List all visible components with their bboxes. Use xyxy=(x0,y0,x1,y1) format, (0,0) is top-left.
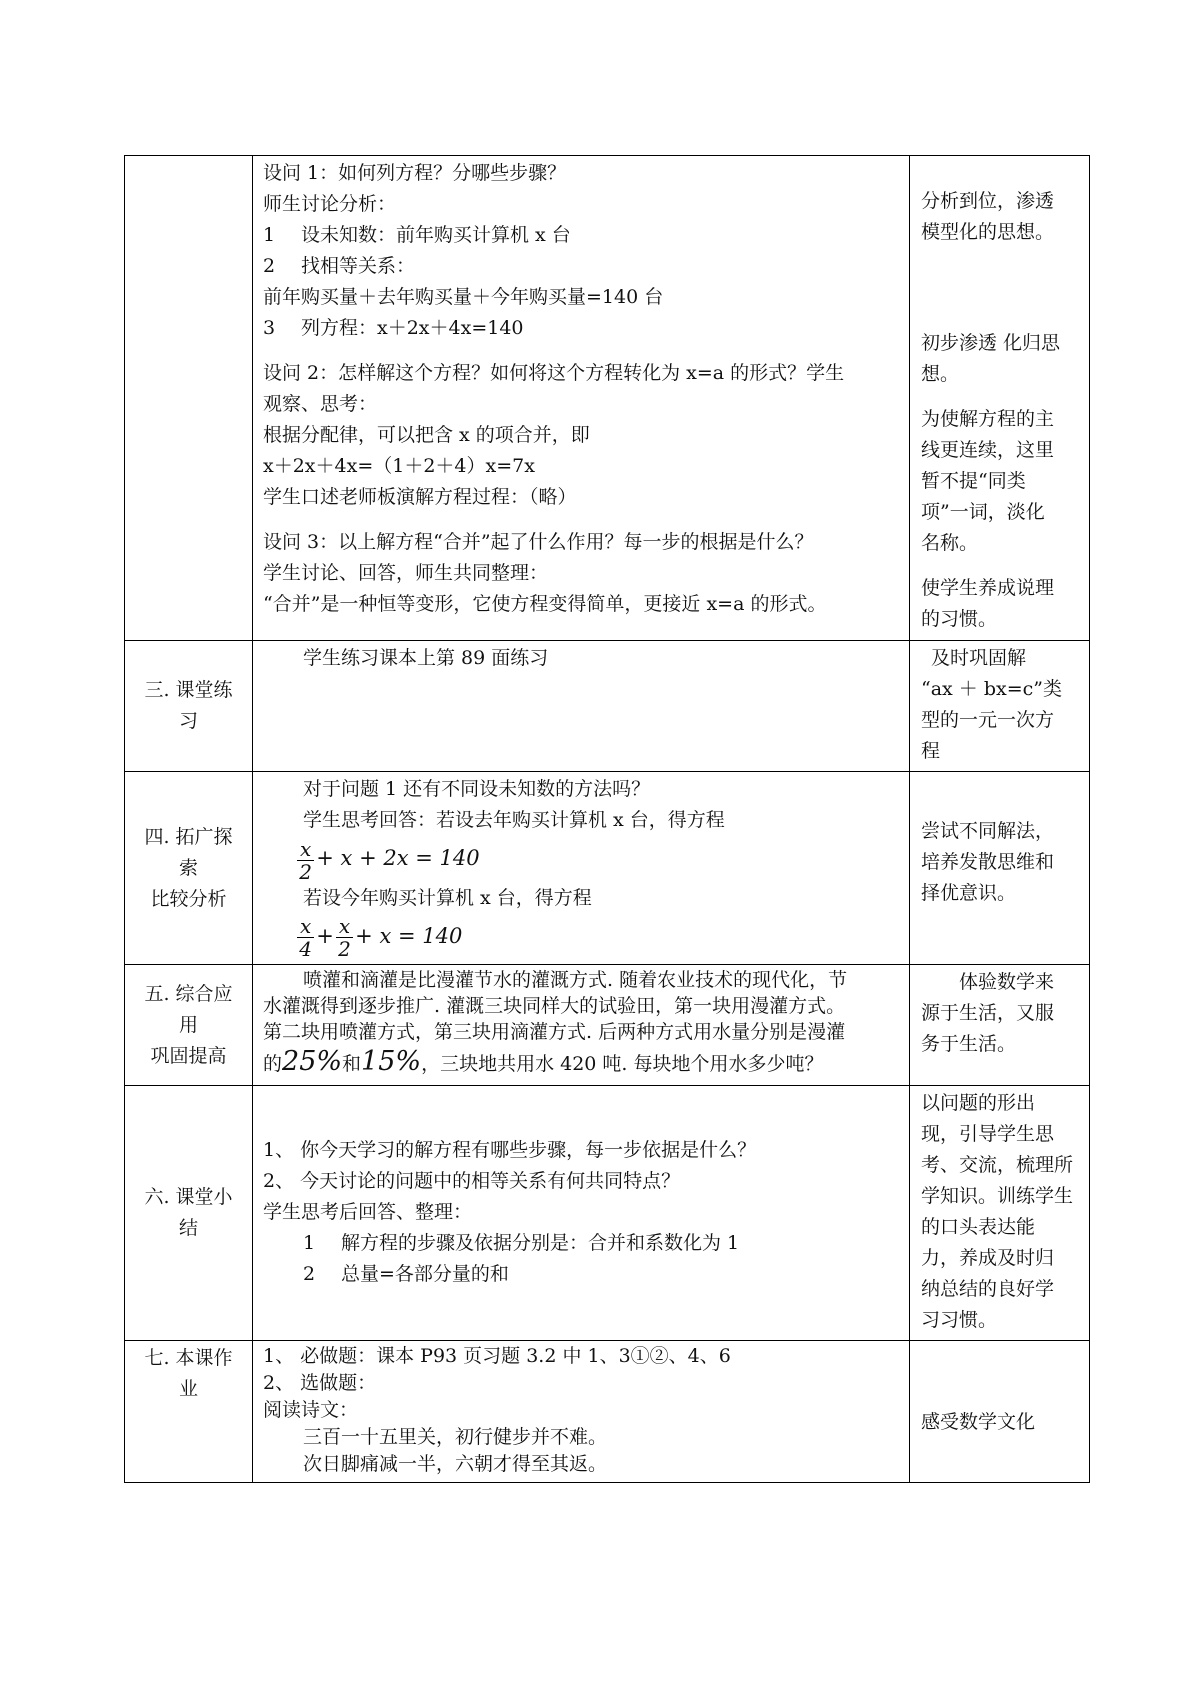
note-line: 模型化的思想。 xyxy=(921,221,1055,243)
note-line: 考、交流，梳理所 xyxy=(921,1154,1074,1176)
equation-rest: + x + 2x = 140 xyxy=(316,846,480,870)
note-line: 的口头表达能 xyxy=(921,1216,1036,1238)
note-line: 为使解方程的主 xyxy=(921,408,1055,430)
text-line: 设问 1：如何列方程？分哪些步骤？ xyxy=(263,162,567,184)
text-line: 学生练习课本上第 89 面练习 xyxy=(303,647,549,669)
note-line: 使学生养成说理 xyxy=(921,577,1055,599)
note-line: 分析到位，渗透 xyxy=(921,190,1055,212)
text-line xyxy=(263,1045,903,1081)
fraction xyxy=(336,915,353,960)
step-number: 3 xyxy=(263,317,276,339)
note-cell xyxy=(910,1341,1090,1483)
table-row xyxy=(125,641,1090,772)
blank-line xyxy=(921,248,1081,328)
note-cell xyxy=(910,965,1090,1086)
step-text: 列方程：x＋2x＋4x=140 xyxy=(301,317,524,339)
lesson-plan-table xyxy=(124,155,1090,1483)
table-row xyxy=(125,965,1090,1086)
text-line: 前年购买量＋去年购买量＋今年购买量=140 台 xyxy=(263,286,664,308)
numerator: x xyxy=(297,838,314,861)
note-line: 的习惯。 xyxy=(921,608,998,630)
table-row xyxy=(125,1086,1090,1341)
note-line: 务于生活。 xyxy=(921,1033,1017,1055)
section-cell xyxy=(125,965,253,1086)
text-line: 学生口述老师板演解方程过程：（略） xyxy=(263,486,577,508)
numerator: x xyxy=(336,915,353,938)
text-line: 1、 你今天学习的解方程有哪些步骤，每一步依据是什么？ xyxy=(263,1138,757,1161)
text-line xyxy=(263,1228,903,1259)
note-line: 培养发散思维和 xyxy=(921,851,1055,873)
section-title: 结 xyxy=(178,1217,198,1239)
text-line: 1、 必做题：课本 P93 页习题 3.2 中 1、3①②、4、6 xyxy=(263,1345,731,1367)
percent-value: 15% xyxy=(361,1046,422,1077)
equation-rest: + x = 140 xyxy=(355,923,463,948)
text-line: 根据分配律，可以把含 x 的项合并，即 xyxy=(263,424,590,446)
text-line: 学生思考后回答、整理： xyxy=(263,1200,473,1223)
equation-2: $\frac{x}{4}$ + $\frac{x}{2}$ + x = 140 xyxy=(263,914,903,961)
note-cell xyxy=(910,772,1090,965)
text-line: 对于问题 1 还有不同设未知数的方法吗？ xyxy=(303,778,651,800)
text-line: 水灌溉得到逐步推广. 灌溉三块同样大的试验田，第一块用漫灌方式。 xyxy=(263,995,846,1017)
note-line: 择优意识。 xyxy=(921,882,1017,904)
denominator: 4 xyxy=(299,937,312,961)
step-text: 找相等关系： xyxy=(301,255,416,277)
denominator: 2 xyxy=(338,937,351,961)
fraction xyxy=(297,915,314,960)
section-title: 索 xyxy=(178,856,198,879)
blank-line xyxy=(263,513,903,527)
text-line: 师生讨论分析： xyxy=(263,193,397,215)
note-line: 感受数学文化 xyxy=(921,1411,1036,1433)
blank-line xyxy=(263,344,903,358)
note-line: 学知识。训练学生 xyxy=(921,1185,1074,1207)
note-line: 项”一词，淡化 xyxy=(921,501,1045,523)
poem-line: 次日脚痛减一半，六朝才得至其返。 xyxy=(303,1453,608,1475)
note-line: 现，引导学生思 xyxy=(921,1123,1055,1145)
note-line: 程 xyxy=(921,740,941,762)
content-cell xyxy=(253,772,910,965)
note-line: 尝试不同解法， xyxy=(921,820,1055,842)
section-title: 六. 课堂小 xyxy=(144,1186,233,1208)
table-row xyxy=(125,156,1090,641)
fraction xyxy=(297,838,314,883)
note-line: 体验数学来 xyxy=(959,971,1055,993)
equation-1 xyxy=(263,836,903,883)
note-line: 以问题的形出 xyxy=(921,1092,1036,1114)
section-title: 四. 拓广探 xyxy=(144,825,233,848)
note-line: 想。 xyxy=(921,363,960,385)
note-line: 习习惯。 xyxy=(921,1309,998,1331)
text-line xyxy=(263,220,903,251)
text-fragment: 和 xyxy=(342,1053,362,1075)
section-cell xyxy=(125,772,253,965)
section-title: 业 xyxy=(178,1378,198,1400)
section-title: 习 xyxy=(178,710,198,732)
table-row xyxy=(125,1341,1090,1483)
text-line: 学生讨论、回答，师生共同整理： xyxy=(263,562,549,584)
text-line: 若设今年购买计算机 x 台，得方程 xyxy=(303,886,592,909)
blank-line xyxy=(921,158,1081,186)
step-number: 1 xyxy=(263,224,276,246)
text-line: “合并”是一种恒等变形，它使方程变得简单，更接近 x=a 的形式。 xyxy=(263,593,827,615)
note-line: “ax ＋ bx=c”类 xyxy=(921,678,1062,700)
note-cell xyxy=(910,156,1090,641)
content-cell xyxy=(253,156,910,641)
numerator: x xyxy=(297,915,314,938)
text-line: 2、 今天讨论的问题中的相等关系有何共同特点？ xyxy=(263,1169,681,1192)
text-line: 设问 2：怎样解这个方程？如何将这个方程转化为 x=a 的形式？学生 xyxy=(263,362,845,384)
content-cell xyxy=(253,965,910,1086)
note-line: 名称。 xyxy=(921,532,979,554)
text-fragment: 的 xyxy=(263,1053,283,1075)
content-cell xyxy=(253,1341,910,1483)
section-cell-empty xyxy=(125,156,253,641)
section-title: 七. 本课作 xyxy=(144,1347,233,1369)
note-line: 源于生活，又服 xyxy=(921,1002,1055,1024)
text-line: 第二块用喷灌方式，第三块用滴灌方式. 后两种方式用水量分别是漫灌 xyxy=(263,1021,846,1043)
step-number: 2 xyxy=(303,1262,316,1285)
note-cell xyxy=(910,1086,1090,1341)
section-title: 五. 综合应 xyxy=(144,982,233,1005)
text-line: x＋2x＋4x=（1＋2＋4）x=7x xyxy=(263,455,535,477)
content-cell xyxy=(253,1086,910,1341)
note-line: 力，养成及时归 xyxy=(921,1247,1055,1269)
blank-line xyxy=(921,559,1081,573)
section-cell xyxy=(125,1341,253,1483)
text-line xyxy=(263,251,903,282)
blank-line xyxy=(921,774,1081,816)
step-text: 总量=各部分量的和 xyxy=(341,1262,509,1285)
poem-line: 三百一十五里关，初行健步并不难。 xyxy=(303,1426,608,1448)
text-line: 观察、思考： xyxy=(263,393,378,415)
note-line: 型的一元一次方 xyxy=(921,709,1055,731)
percent-value: 25% xyxy=(282,1046,343,1077)
table-row xyxy=(125,772,1090,965)
text-line: 喷灌和滴灌是比漫灌节水的灌溉方式. 随着农业技术的现代化，节 xyxy=(303,969,848,991)
step-text: 解方程的步骤及依据分别是：合并和系数化为 1 xyxy=(341,1231,740,1254)
note-line: 纳总结的良好学 xyxy=(921,1278,1055,1300)
text-line xyxy=(263,313,903,344)
blank-line xyxy=(921,390,1081,404)
section-cell xyxy=(125,641,253,772)
content-cell xyxy=(253,641,910,772)
section-title: 巩固提高 xyxy=(150,1044,227,1067)
note-line: 线更连续，这里 xyxy=(921,439,1055,461)
section-title: 用 xyxy=(178,1013,198,1036)
section-cell xyxy=(125,1086,253,1341)
text-line: 阅读诗文： xyxy=(263,1399,359,1421)
note-line: 暂不提“同类 xyxy=(921,470,1026,492)
text-line: 学生思考回答：若设去年购买计算机 x 台，得方程 xyxy=(303,809,725,831)
note-line: 及时巩固解 xyxy=(931,647,1027,669)
note-cell xyxy=(910,641,1090,772)
denominator: 2 xyxy=(299,859,312,884)
text-line xyxy=(263,1259,903,1290)
text-line: 设问 3：以上解方程“合并”起了什么作用？每一步的根据是什么？ xyxy=(263,531,814,553)
step-text: 设未知数：前年购买计算机 x 台 xyxy=(301,224,571,246)
section-title: 比较分析 xyxy=(150,887,227,910)
step-number: 2 xyxy=(263,255,276,277)
text-line: 2、 选做题： xyxy=(263,1372,377,1394)
blank-line xyxy=(921,1343,1081,1407)
text-fragment: ，三块地共用水 420 吨. 每块地个用水多少吨？ xyxy=(421,1053,824,1075)
section-title: 三. 课堂练 xyxy=(144,679,233,701)
note-line: 初步渗透 化归思 xyxy=(921,332,1061,354)
step-number: 1 xyxy=(303,1231,316,1254)
